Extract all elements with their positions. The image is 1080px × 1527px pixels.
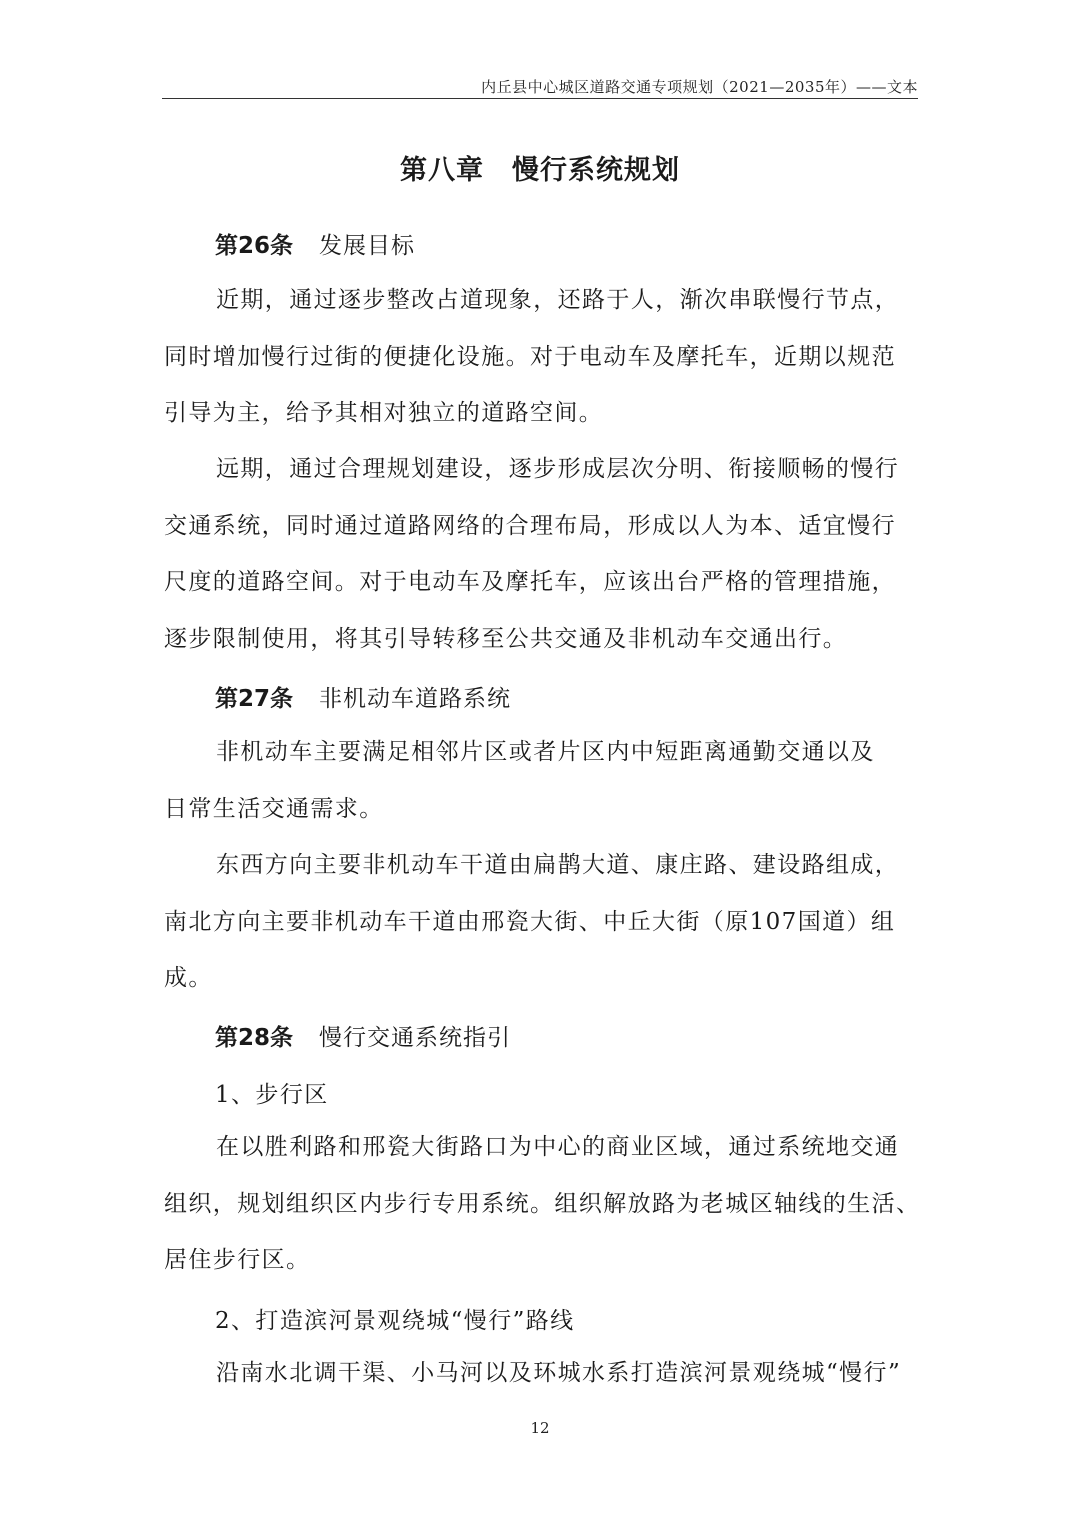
article-26-heading [215, 227, 415, 260]
paragraph [164, 441, 920, 667]
text-line: 引导为主，给予其相对独立的道路空间。 [164, 400, 604, 426]
paragraph [164, 1119, 920, 1289]
text-line: 南北方向主要非机动车干道由邢瓷大街、中丘大街（原107国道）组 [164, 908, 896, 935]
text-line: 沿南水北调干渠、小马河以及环城水系打造滨河景观绕城“慢行” [216, 1360, 902, 1386]
text-line: 交通系统，同时通过道路网络的合理布局，形成以人为本、适宜慢行 [164, 512, 896, 539]
article-number: 第27条 [215, 686, 294, 712]
running-header: 内丘县中心城区道路交通专项规划（2021—2035年）——文本 [481, 78, 918, 96]
paragraph [164, 724, 920, 837]
article-title: 慢行交通系统指引 [319, 1025, 512, 1051]
text-line: 非机动车主要满足相邻片区或者片区内中短距离通勤交通以及 [216, 739, 875, 765]
paragraph [164, 1345, 920, 1402]
text-line: 居住步行区。 [164, 1247, 311, 1273]
text-line: 东西方向主要非机动车干道由扁鹊大道、康庄路、建设路组成， [216, 852, 900, 878]
text-line: 近期，通过逐步整改占道现象，还路于人，渐次串联慢行节点， [216, 287, 900, 313]
text-line: 日常生活交通需求。 [164, 795, 384, 822]
text-line: 在以胜利路和邢瓷大街路口为中心的商业区域，通过系统地交通 [216, 1134, 900, 1160]
article-28-heading [215, 1019, 511, 1052]
text-line: 组织，规划组织区内步行专用系统。组织解放路为老城区轴线的生活、 [164, 1190, 920, 1217]
article-title: 非机动车道路系统 [319, 686, 512, 712]
article-27-heading [215, 680, 511, 713]
header-rule [162, 98, 918, 99]
text-line: 成。 [164, 965, 213, 991]
paragraph [164, 272, 920, 442]
article-title: 发展目标 [319, 233, 416, 259]
text-line: 同时增加慢行过街的便捷化设施。对于电动车及摩托车，近期以规范 [164, 343, 896, 370]
article-number: 第28条 [215, 1025, 294, 1051]
article-number: 第26条 [215, 233, 294, 259]
text-line: 远期，通过合理规划建设，逐步形成层次分明、衔接顺畅的慢行 [216, 456, 900, 482]
subsection-heading: 2、打造滨河景观绕城“慢行”路线 [215, 1308, 575, 1334]
subsection-heading: 1、步行区 [215, 1082, 329, 1108]
paragraph [164, 837, 920, 1007]
page-number: 12 [530, 1419, 550, 1437]
text-line: 逐步限制使用，将其引导转移至公共交通及非机动车交通出行。 [164, 625, 848, 652]
text-line: 尺度的道路空间。对于电动车及摩托车，应该出台严格的管理措施， [164, 569, 896, 595]
chapter-title: 第八章 慢行系统规划 [400, 155, 680, 186]
